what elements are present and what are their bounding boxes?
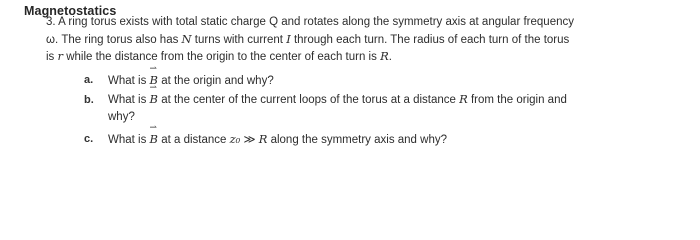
magnetic-field-vector: ⇀ B [150,132,158,146]
item-marker-b: b. [84,94,94,106]
problem-statement-line-1 [46,15,574,29]
axial-distance-symbol: z₀ [229,132,241,146]
question-text: from the origin and [467,94,567,106]
distance-symbol: R [459,92,468,106]
distance-symbol: R [258,132,268,146]
much-greater-symbol: ≫ [240,134,259,146]
problem-text: is [46,51,58,63]
question-text: at the origin and why? [158,75,274,87]
current-symbol: I [286,32,291,46]
radius-symbol: r [57,49,63,63]
question-b [108,92,567,107]
magnetic-field-vector: ⇀ B [150,92,158,106]
question-text: at the center of the current loops of the torus at a distance [158,94,460,106]
section-heading: Magnetostatics [24,4,117,18]
problem-text: through each turn. The radius of each turn of the torus [290,34,570,46]
question-b-continued: why? [108,111,135,123]
question-text: at a distance [158,134,230,146]
problem-text: turns with current [191,34,287,46]
question-text: along the symmetry axis and why? [267,134,447,146]
question-a [108,73,274,88]
distance-symbol: R [380,49,389,63]
problem-text: ω. The ring torus also has [46,34,182,46]
turns-symbol: N [181,32,192,46]
question-c [108,132,447,147]
problem-statement-line-2 [46,32,569,47]
question-text: What is [108,75,150,87]
magnetic-field-vector: ⇀ B [150,73,158,87]
item-marker-a: a. [84,74,94,86]
problem-text: 3. A ring torus exists with total static charge Q and rotates along the symmetry axis at angular frequency [46,16,574,28]
question-text: What is [108,134,150,146]
problem-text: . [388,51,392,63]
item-marker-c: c. [84,133,94,145]
question-text: What is [108,94,150,106]
problem-statement-line-3 [46,49,392,64]
problem-text: while the distance from the origin to the center of each turn is [63,51,381,63]
